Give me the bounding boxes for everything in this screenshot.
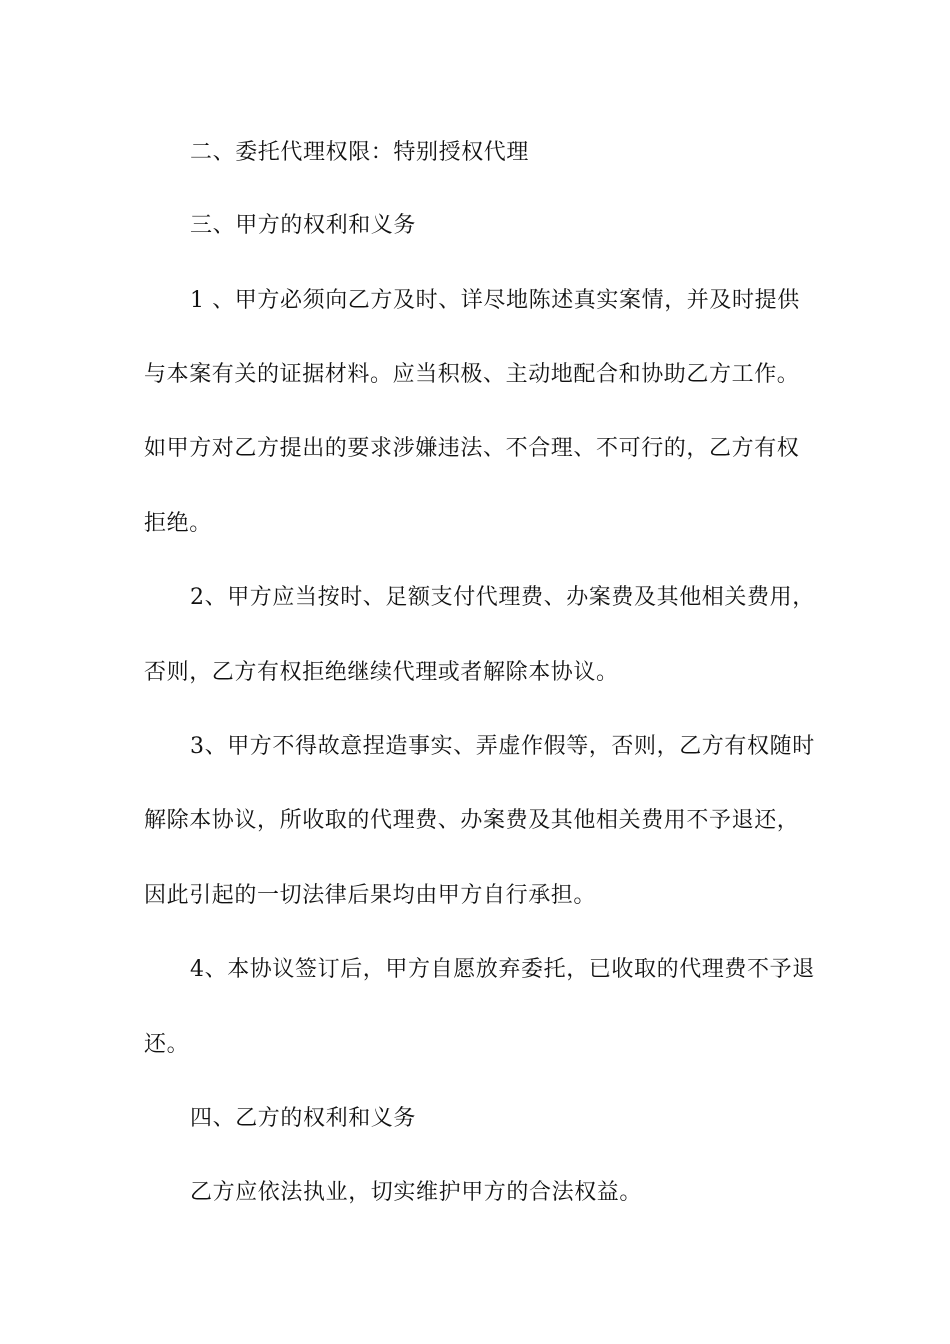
paragraph-line: 因此引起的一切法律后果均由甲方自行承担。 — [144, 883, 597, 908]
paragraph-line: 1 、甲方必须向乙方及时、详尽地陈述真实案情，并及时提供 — [190, 288, 800, 313]
section-heading-party-b: 四、乙方的权利和义务 — [190, 1106, 417, 1131]
paragraph-line: 解除本协议，所收取的代理费、办案费及其他相关费用不予退还， — [144, 808, 800, 833]
paragraph-line: 4、本协议签订后，甲方自愿放弃委托，已收取的代理费不予退 — [190, 957, 815, 982]
paragraph-line: 乙方应依法执业，切实维护甲方的合法权益。 — [190, 1180, 643, 1205]
paragraph-line: 否则，乙方有权拒绝继续代理或者解除本协议。 — [144, 660, 619, 685]
paragraph-line: 拒绝。 — [144, 511, 212, 536]
paragraph-line: 如甲方对乙方提出的要求涉嫌违法、不合理、不可行的，乙方有权 — [144, 436, 800, 461]
section-heading-party-a: 三、甲方的权利和义务 — [190, 213, 417, 238]
paragraph-line: 2、甲方应当按时、足额支付代理费、办案费及其他相关费用， — [190, 585, 815, 610]
section-heading-authority: 二、委托代理权限：特别授权代理 — [190, 140, 530, 165]
paragraph-line: 3、甲方不得故意捏造事实、弄虚作假等，否则，乙方有权随时 — [190, 734, 815, 759]
paragraph-line: 还。 — [144, 1032, 190, 1057]
paragraph-line: 与本案有关的证据材料。应当积极、主动地配合和协助乙方工作。 — [144, 362, 800, 387]
